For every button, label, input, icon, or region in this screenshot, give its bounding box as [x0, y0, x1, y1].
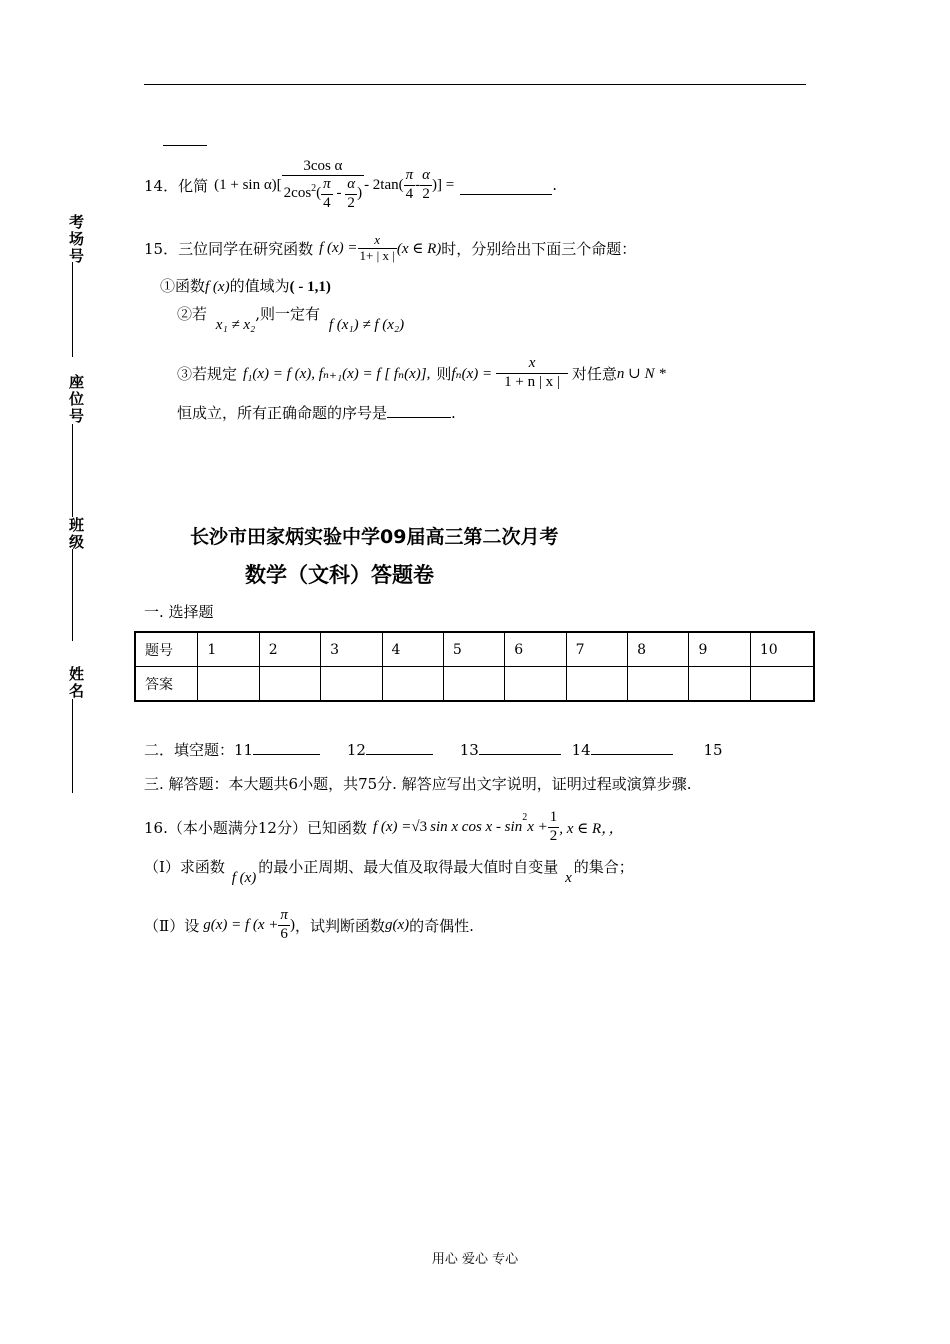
q14-end: )] =: [432, 176, 455, 193]
side-label-seat: 座位号: [67, 374, 85, 425]
side-label-name: 姓名: [67, 666, 85, 700]
q14-den-minus: -: [332, 185, 346, 202]
q14-tan-pi4: [404, 167, 416, 203]
question-14: [144, 152, 557, 218]
q14-period: .: [552, 176, 558, 194]
q15-frac-num: x: [374, 231, 381, 247]
q15-item-2: [177, 303, 404, 337]
item2-label: ②若: [177, 305, 208, 323]
q16-sqrt3: √3: [411, 818, 428, 835]
side-label-exam-room: 考场号: [67, 214, 85, 265]
part2-gx: g(x): [384, 916, 410, 933]
item3-then: 则: [436, 364, 452, 383]
q15-fx: f (x) =: [319, 239, 358, 256]
q14-two: 2: [347, 194, 355, 211]
choice-answer-table: [134, 631, 815, 702]
item2-text: ,则一定有: [255, 305, 321, 323]
question-15: [144, 228, 636, 268]
q14-open: (1 + sin α)[: [214, 176, 282, 193]
page-footer: 用心 爱心 专心: [431, 1252, 519, 1267]
side-line-exam-room: [72, 262, 73, 357]
table-cell: 5: [443, 632, 504, 667]
table-cell: 6: [505, 632, 566, 667]
part2-end: 的奇偶性.: [409, 916, 474, 935]
q14-tan-alpha: α: [422, 167, 431, 184]
q15-frac-den: 1+ | x |: [359, 247, 395, 263]
section-1-label: 一. 选择题: [144, 603, 214, 621]
part1-label: （Ⅰ）求函数: [144, 858, 225, 876]
blank-number-15: 15: [703, 741, 723, 759]
answer-cell[interactable]: [505, 667, 566, 702]
part2-g: g(x) = f (x +: [203, 916, 279, 933]
answer-cell[interactable]: [443, 667, 504, 702]
q15-item-3: [177, 352, 666, 394]
q14-fraction: [282, 158, 364, 212]
item3-definition: f₁(x) = f (x), fₙ₊₁(x) = f [ fₙ(x)],: [243, 365, 431, 382]
blank-number-14: 14: [571, 741, 591, 759]
part2-pi: π: [280, 907, 288, 924]
q14-four: 4: [323, 194, 331, 211]
q14-tan-two: 2: [422, 185, 430, 202]
table-cell: 8: [628, 632, 689, 667]
q16-domain: , x ∈ R，，: [559, 820, 624, 837]
item3-label: ③若规定: [177, 364, 238, 383]
q15-answer-blank[interactable]: [387, 401, 451, 418]
section-3-label: 三. 解答题：本大题共6小题，共75分. 解答应写出文字说明，证明过程或演算步骤.: [144, 775, 692, 793]
blank-number-11: 11: [234, 741, 254, 759]
q14-prefix: 化简: [178, 176, 209, 195]
table-cell: 9: [689, 632, 750, 667]
q14-frac-num: 3cos α: [303, 158, 343, 175]
table-cell: 7: [566, 632, 627, 667]
q15-number: 15．: [144, 239, 179, 258]
answer-blank-13: [163, 145, 207, 146]
side-line-seat: [72, 424, 73, 517]
q15-conclusion-period: .: [451, 404, 456, 422]
question-16: [144, 806, 624, 848]
item3-any: 对任意: [571, 364, 617, 383]
answer-cell[interactable]: [628, 667, 689, 702]
q15-intro-end: 时，分别给出下面三个命题：: [441, 239, 637, 258]
item3-fn: fₙ(x) =: [451, 365, 493, 382]
q14-tan-minus: -: [415, 176, 421, 193]
part1-end: 的集合；: [573, 858, 634, 876]
table-cell: 1: [198, 632, 259, 667]
item3-num: x: [528, 355, 536, 372]
item1-range: ( - 1,1): [289, 279, 331, 295]
q16-sup: 2: [522, 812, 528, 823]
side-line-name: [72, 699, 73, 793]
q14-den-alpha2: [345, 176, 357, 212]
q16-body: sin x cos x - sin: [430, 818, 523, 835]
q15-intro: 三位同学在研究函数: [178, 239, 314, 258]
part1-x: x: [565, 870, 572, 886]
q15-conclusion-text: 恒成立，所有正确命题的序号是: [177, 404, 388, 422]
item3-set: n ∪ N *: [616, 365, 666, 382]
table-cell: 10: [750, 632, 814, 667]
q15-item-1: [160, 275, 331, 296]
q15-conclusion: [177, 401, 456, 423]
q16-half-num: 1: [549, 809, 558, 826]
blank-number-12: 12: [346, 741, 366, 759]
q14-frac-den: [282, 175, 364, 212]
blank-13[interactable]: [479, 740, 561, 755]
part1-fx: f (x): [231, 870, 257, 886]
q16-half-den: 2: [549, 827, 558, 844]
part2-label: （Ⅱ）设: [144, 916, 200, 935]
answer-cell[interactable]: [198, 667, 259, 702]
q16-half: [548, 809, 560, 845]
item1-fx: f (x): [205, 279, 230, 295]
part2-close: ): [289, 916, 295, 933]
table-cell: 3: [321, 632, 382, 667]
q14-den-sup: 2: [311, 183, 317, 195]
side-line-class: [72, 549, 73, 641]
q14-mid: - 2tan(: [364, 176, 404, 193]
section-2-label: 二．填空题：: [144, 741, 235, 759]
row-head-answer: 答案: [135, 667, 198, 702]
school-title: 长沙市田家炳实验中学09届高三第二次月考: [190, 526, 559, 548]
side-label-class: 班级: [67, 517, 85, 551]
q16-head: 16.（本小题满分12分）已知函数: [144, 818, 367, 837]
q14-tan-pi: π: [405, 167, 414, 184]
item1-text: 的值域为: [229, 277, 290, 295]
part1-text: 的最小正周期、最大值及取得最大值时自变量: [258, 858, 559, 876]
header-rule: [144, 84, 806, 85]
q15-domain: (x ∈ R): [396, 240, 442, 257]
q14-number: 14．: [144, 176, 179, 195]
q14-den-cos: 2cos: [283, 185, 312, 202]
blank-11[interactable]: [253, 740, 320, 755]
q14-den-open: (: [316, 185, 322, 202]
item2-result: f (x₁) ≠ f (x₂): [328, 317, 405, 333]
item1-label: ①函数: [160, 277, 206, 295]
q14-tan-alpha2: [420, 167, 432, 203]
table-row-answers: [135, 667, 814, 702]
part2-text: ，试判断函数: [294, 916, 385, 935]
item2-condition: x₁ ≠ x₂: [215, 317, 256, 333]
answer-cell[interactable]: [259, 667, 320, 702]
answer-cell[interactable]: [382, 667, 443, 702]
blank-number-13: 13: [459, 741, 479, 759]
part2-pi6: [278, 907, 290, 943]
answer-cell[interactable]: [321, 667, 382, 702]
part2-six: 6: [280, 925, 288, 942]
item3-den: 1 + n | x |: [496, 373, 568, 391]
table-row-numbers: [135, 632, 814, 667]
q14-answer-blank[interactable]: [460, 176, 552, 195]
table-cell: 2: [259, 632, 320, 667]
section-2-fill-blanks: [144, 739, 723, 760]
table-cell: 4: [382, 632, 443, 667]
row-head-number: 题号: [135, 632, 198, 667]
answer-cell[interactable]: [689, 667, 750, 702]
answer-cell[interactable]: [750, 667, 814, 702]
subject-title: 数学（文科）答题卷: [245, 563, 434, 587]
q16-part-1: [144, 856, 634, 886]
answer-cell[interactable]: [566, 667, 627, 702]
q14-tan-four: 4: [405, 185, 414, 202]
q16-part-2: [144, 903, 474, 947]
q16-body2: x +: [527, 818, 548, 835]
q14-alpha: α: [347, 176, 356, 193]
blank-14[interactable]: [591, 740, 673, 755]
q14-den-pi4: [321, 176, 333, 212]
q14-pi: π: [323, 176, 331, 193]
item3-fraction: [496, 355, 568, 391]
q14-den-close: ): [357, 185, 363, 202]
q15-fraction: [358, 233, 397, 264]
blank-12[interactable]: [366, 740, 433, 755]
q16-fx: f (x) =: [372, 818, 412, 835]
